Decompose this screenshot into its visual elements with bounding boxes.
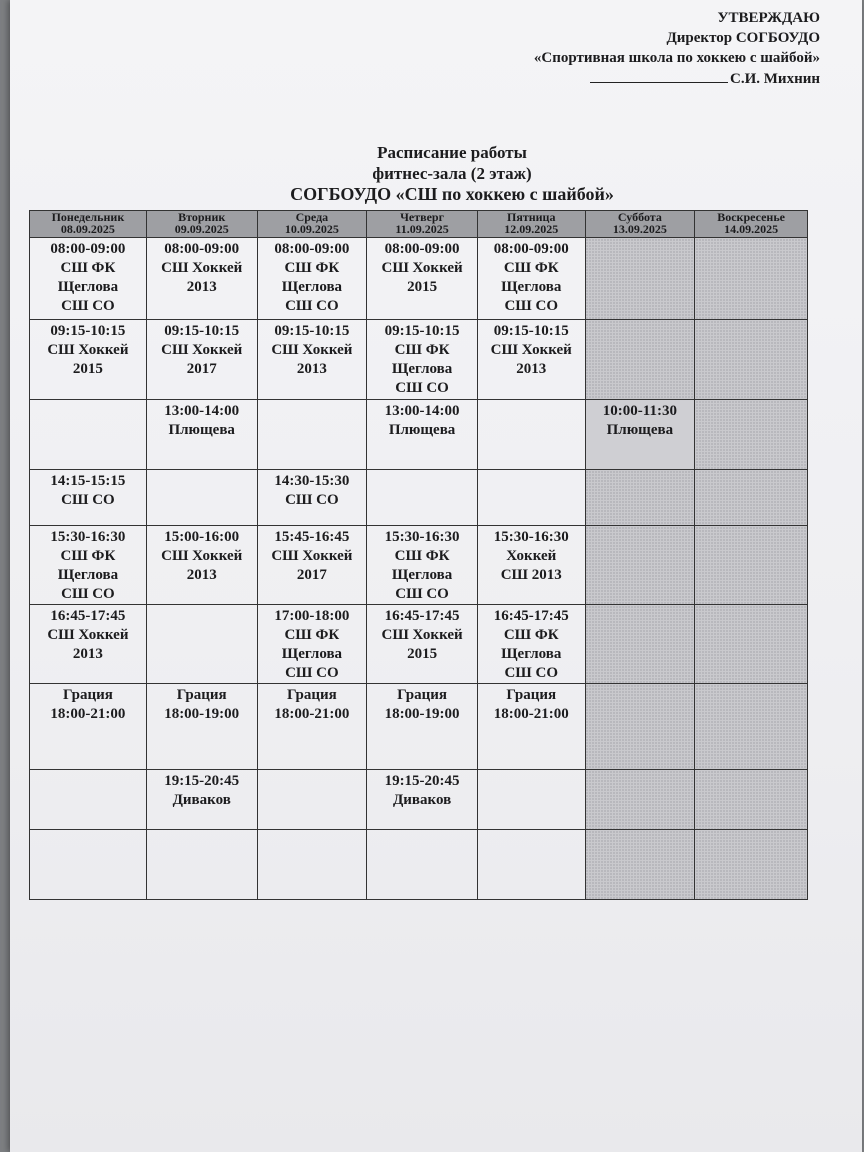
cell-text: СШ Хоккей: [161, 342, 243, 358]
cell-text: Щеглова: [501, 646, 562, 662]
cell-text: СШ СО: [285, 492, 339, 508]
cell-text: 18:00-21:00: [274, 706, 350, 722]
cell-text: Хоккей: [506, 548, 557, 564]
cell-text: 18:00-19:00: [384, 706, 460, 722]
schedule-cell: [695, 605, 808, 684]
schedule-cell: [585, 770, 695, 830]
schedule-cell: [30, 770, 147, 830]
cell-text: СШ Хоккей: [161, 260, 243, 276]
day-header: [585, 211, 695, 238]
cell-text: СШ СО: [285, 665, 339, 681]
schedule-cell: [146, 526, 257, 605]
schedule-cell: [30, 400, 147, 470]
cell-text: 2013: [516, 361, 547, 377]
cell-text: 17:00-18:00: [274, 608, 350, 624]
day-date: 11.09.2025: [395, 222, 449, 236]
cell-text: Щеглова: [57, 279, 119, 295]
day-header: [30, 211, 147, 238]
cell-text: 09:15-10:15: [274, 323, 350, 339]
cell-text: 18:00-21:00: [493, 706, 569, 722]
schedule-cell: [585, 605, 695, 684]
document-page: [10, 0, 862, 1152]
schedule-cell: [585, 400, 695, 470]
day-header: [695, 211, 808, 238]
cell-text: СШ СО: [504, 665, 559, 681]
cell-text: Грация: [506, 687, 557, 703]
schedule-cell: [257, 238, 367, 320]
schedule-cell: [477, 238, 585, 320]
cell-text: СШ Хоккей: [271, 342, 353, 358]
cell-text: 14:30-15:30: [274, 473, 350, 489]
cell-text: 15:00-16:00: [164, 529, 240, 545]
approval-block: [534, 8, 820, 89]
cell-text: 13:00-14:00: [384, 403, 460, 419]
cell-text: Грация: [63, 687, 113, 703]
cell-text: СШ ФК: [503, 260, 559, 276]
cell-text: СШ Хоккей: [271, 548, 353, 564]
schedule-cell: [146, 830, 257, 900]
schedule-row: [30, 400, 808, 470]
schedule-cell: [695, 526, 808, 605]
cell-text: СШ СО: [395, 380, 449, 396]
approval-heading: УТВЕРЖДАЮ: [717, 10, 820, 26]
approval-organization: «Спортивная школа по хоккею с шайбой»: [533, 50, 820, 66]
schedule-cell: [146, 238, 257, 320]
schedule-cell: [30, 238, 147, 320]
schedule-cell: [695, 684, 808, 770]
cell-text: СШ ФК: [394, 342, 450, 358]
schedule-cell: [367, 526, 478, 605]
schedule-cell: [695, 470, 808, 526]
day-date: 14.09.2025: [724, 222, 779, 236]
cell-text: 18:00-19:00: [164, 706, 240, 722]
schedule-cell: [146, 320, 257, 400]
schedule-row: [30, 238, 808, 320]
title-line-1: Расписание работы: [377, 143, 527, 162]
schedule-cell: [585, 470, 695, 526]
schedule-cell: [30, 830, 147, 900]
cell-text: СШ СО: [61, 586, 115, 602]
schedule-cell: [695, 400, 808, 470]
schedule-cell: [30, 320, 147, 400]
schedule-cell: [257, 830, 367, 900]
schedule-cell: [695, 320, 808, 400]
cell-text: 19:15-20:45: [384, 773, 460, 789]
cell-text: Грация: [176, 687, 227, 703]
cell-text: Плющева: [606, 422, 674, 438]
cell-text: Щеглова: [391, 567, 453, 583]
day-header: [257, 211, 367, 238]
schedule-cell: [146, 770, 257, 830]
day-name: Понедельник: [51, 210, 125, 224]
schedule-cell: [367, 770, 478, 830]
cell-text: 2017: [296, 567, 327, 583]
cell-text: СШ ФК: [284, 627, 340, 643]
schedule-cell: [367, 238, 478, 320]
schedule-cell: [695, 830, 808, 900]
schedule-row: [30, 770, 808, 830]
schedule-row: [30, 470, 808, 526]
cell-text: Щеглова: [501, 279, 562, 295]
day-name: Воскресенье: [717, 210, 785, 224]
cell-text: 2015: [407, 279, 438, 295]
schedule-cell: [257, 605, 367, 684]
schedule-cell: [30, 470, 147, 526]
cell-text: 19:15-20:45: [164, 773, 240, 789]
cell-text: 2013: [186, 279, 217, 295]
cell-text: 08:00-09:00: [384, 241, 460, 257]
approval-position: Директор СОГБОУДО: [666, 30, 820, 46]
schedule-cell: [367, 684, 478, 770]
schedule-cell: [477, 770, 585, 830]
schedule-cell: [257, 320, 367, 400]
cell-text: 15:30-16:30: [50, 529, 126, 545]
schedule-cell: [367, 400, 478, 470]
schedule-cell: [146, 470, 257, 526]
day-header: [367, 211, 478, 238]
schedule-cell: [585, 238, 695, 320]
cell-text: СШ СО: [61, 492, 115, 508]
day-header: [477, 211, 585, 238]
cell-text: Грация: [397, 687, 447, 703]
day-name: Среда: [295, 210, 329, 224]
cell-text: СШ Хоккей: [47, 627, 129, 643]
cell-text: СШ ФК: [503, 627, 559, 643]
cell-text: Щеглова: [391, 361, 453, 377]
day-name: Вторник: [178, 210, 226, 224]
cell-text: 15:30-16:30: [493, 529, 569, 545]
cell-text: 16:45-17:45: [384, 608, 460, 624]
cell-text: 09:15-10:15: [50, 323, 126, 339]
cell-text: СШ Хоккей: [381, 260, 463, 276]
cell-text: СШ 2013: [500, 567, 562, 583]
cell-text: Диваков: [392, 792, 452, 808]
schedule-cell: [257, 684, 367, 770]
schedule-cell: [30, 605, 147, 684]
cell-text: 2013: [72, 646, 103, 662]
cell-text: 08:00-09:00: [274, 241, 350, 257]
schedule-cell: [257, 470, 367, 526]
schedule-row: [30, 320, 808, 400]
schedule-row: [30, 605, 808, 684]
schedule-body: [30, 238, 808, 900]
schedule-cell: [477, 526, 585, 605]
schedule-cell: [367, 470, 478, 526]
schedule-cell: [146, 684, 257, 770]
schedule-cell: [477, 830, 585, 900]
cell-text: СШ Хоккей: [161, 548, 243, 564]
schedule-cell: [585, 830, 695, 900]
cell-text: Грация: [286, 687, 337, 703]
day-name: Суббота: [617, 210, 662, 224]
cell-text: 08:00-09:00: [50, 241, 126, 257]
cell-text: 2013: [296, 361, 327, 377]
schedule-cell: [695, 770, 808, 830]
cell-text: СШ Хоккей: [381, 627, 463, 643]
schedule-cell: [477, 684, 585, 770]
schedule-cell: [585, 684, 695, 770]
cell-text: Щеглова: [281, 279, 343, 295]
cell-text: 2015: [72, 361, 103, 377]
day-date: 13.09.2025: [612, 222, 667, 236]
cell-text: 13:00-14:00: [164, 403, 240, 419]
day-date: 08.09.2025: [60, 222, 115, 236]
cell-text: СШ СО: [504, 298, 559, 314]
cell-text: СШ Хоккей: [47, 342, 129, 358]
cell-text: СШ ФК: [60, 260, 116, 276]
cell-text: Диваков: [172, 792, 231, 808]
approval-signatory: С.И. Михнин: [730, 71, 820, 87]
cell-text: 10:00-11:30: [602, 403, 677, 419]
cell-text: СШ ФК: [60, 548, 116, 564]
cell-text: 16:45-17:45: [50, 608, 126, 624]
schedule-row: [30, 830, 808, 900]
cell-text: Щеглова: [281, 646, 343, 662]
cell-text: СШ ФК: [394, 548, 450, 564]
day-date: 09.09.2025: [174, 222, 229, 236]
title-line-3: СОГБОУДО «СШ по хоккею с шайбой»: [290, 184, 614, 204]
schedule-cell: [585, 320, 695, 400]
cell-text: СШ ФК: [284, 260, 340, 276]
day-date: 10.09.2025: [284, 222, 339, 236]
approval-signature-row: [534, 68, 820, 89]
day-name: Четверг: [400, 210, 445, 224]
schedule-cell: [477, 400, 585, 470]
cell-text: СШ СО: [61, 298, 115, 314]
cell-text: Щеглова: [57, 567, 119, 583]
schedule-cell: [367, 320, 478, 400]
day-name: Пятница: [507, 210, 556, 224]
schedule-cell: [477, 470, 585, 526]
schedule-row: [30, 526, 808, 605]
cell-text: СШ СО: [395, 586, 449, 602]
cell-text: СШ СО: [285, 298, 339, 314]
cell-text: 2017: [186, 361, 217, 377]
cell-text: 09:15-10:15: [384, 323, 460, 339]
cell-text: 15:45-16:45: [274, 529, 350, 545]
cell-text: Плющева: [168, 422, 235, 438]
cell-text: 08:00-09:00: [493, 241, 569, 257]
cell-text: 18:00-21:00: [50, 706, 126, 722]
schedule-cell: [257, 400, 367, 470]
cell-text: 16:45-17:45: [493, 608, 569, 624]
header-row: [30, 211, 808, 238]
schedule-cell: [146, 605, 257, 684]
day-header: [146, 211, 257, 238]
schedule-cell: [585, 526, 695, 605]
cell-text: 2013: [186, 567, 217, 583]
signature-line: [590, 68, 728, 83]
schedule-cell: [257, 770, 367, 830]
schedule-cell: [257, 526, 367, 605]
schedule-cell: [695, 238, 808, 320]
cell-text: 09:15-10:15: [493, 323, 569, 339]
schedule-cell: [477, 320, 585, 400]
cell-text: СШ Хоккей: [490, 342, 572, 358]
title-line-2: фитнес-зала (2 этаж): [372, 164, 532, 183]
schedule-row: [30, 684, 808, 770]
document-title: [242, 142, 662, 205]
schedule-cell: [367, 830, 478, 900]
schedule-cell: [477, 605, 585, 684]
schedule-cell: [30, 684, 147, 770]
cell-text: 2015: [407, 646, 438, 662]
cell-text: Плющева: [388, 422, 456, 438]
day-date: 12.09.2025: [504, 222, 559, 236]
schedule-table: [29, 210, 808, 900]
cell-text: 09:15-10:15: [164, 323, 240, 339]
cell-text: 15:30-16:30: [384, 529, 460, 545]
schedule-cell: [30, 526, 147, 605]
cell-text: 14:15-15:15: [50, 473, 126, 489]
schedule-cell: [146, 400, 257, 470]
cell-text: 08:00-09:00: [164, 241, 240, 257]
schedule-cell: [367, 605, 478, 684]
